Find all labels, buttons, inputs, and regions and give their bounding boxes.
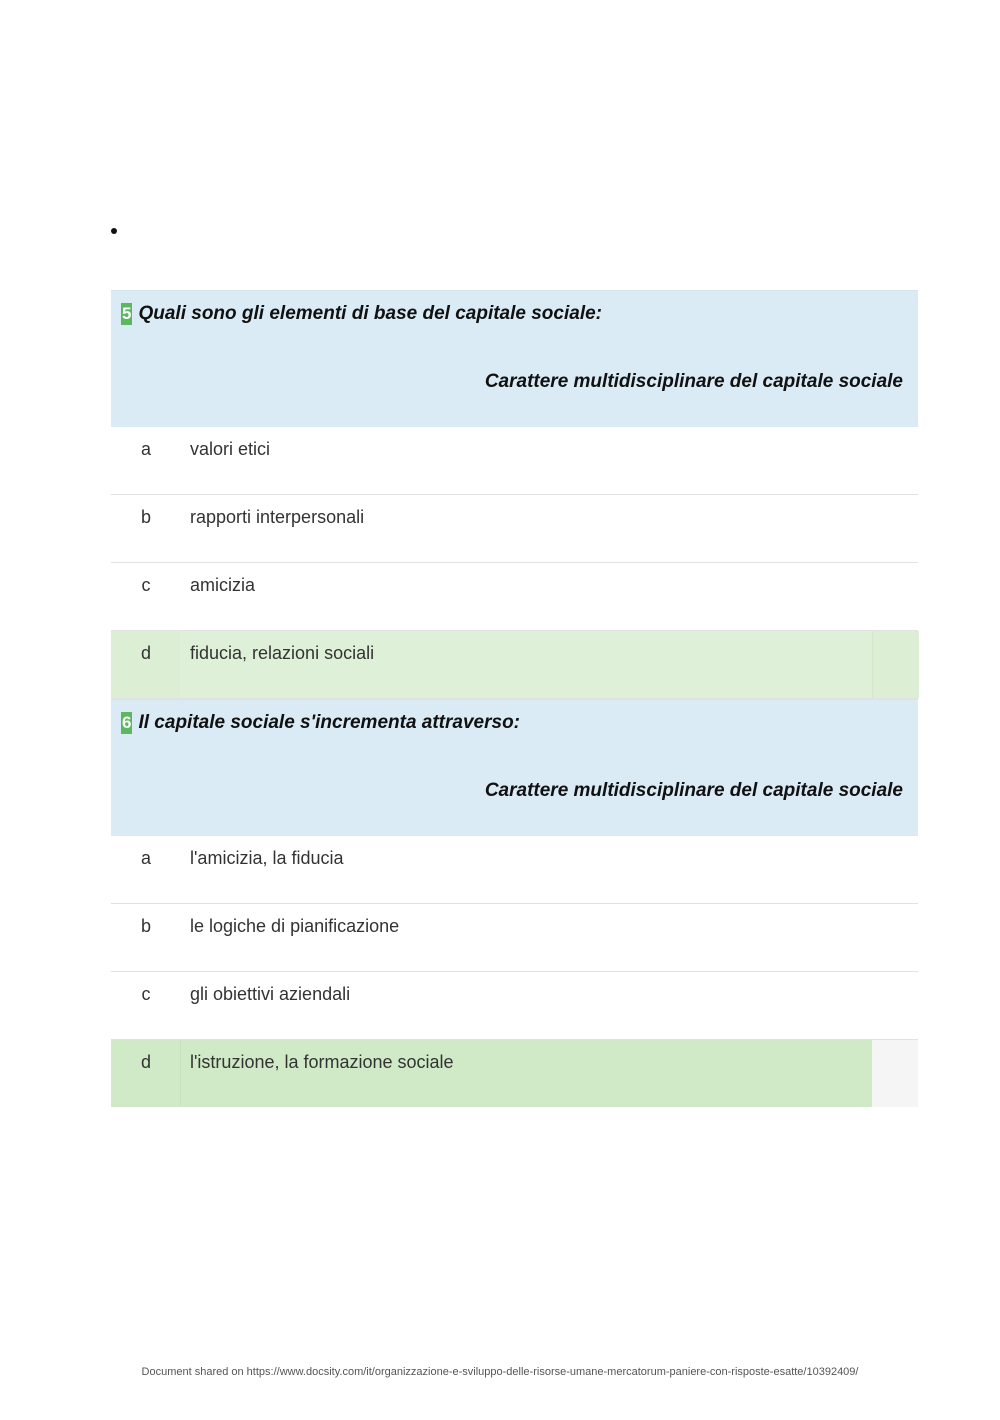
question-text: Il capitale sociale s'incrementa attraverso: bbox=[138, 712, 520, 733]
question-number-badge: 5 bbox=[122, 304, 132, 323]
answer-text-cell bbox=[111, 1040, 872, 1107]
question-title bbox=[121, 303, 602, 325]
answer-row[interactable] bbox=[111, 836, 918, 904]
answer-row[interactable] bbox=[111, 495, 918, 563]
answer-row-correct[interactable] bbox=[111, 1040, 918, 1107]
answer-letter: b bbox=[140, 507, 151, 527]
question-topic: Carattere multidisciplinare del capitale sociale bbox=[484, 780, 903, 801]
answer-letter-cell bbox=[111, 631, 180, 698]
question-topic: Carattere multidisciplinare del capitale sociale bbox=[484, 371, 903, 392]
document-footer: Document shared on https://www.docsity.com/it/organizzazione-e-sviluppo-delle-risorse-umane-mercatorum-paniere-con-risposte-esatte/10392409/ bbox=[141, 1366, 859, 1378]
answer-letter: d bbox=[140, 643, 151, 663]
answer-letter: b bbox=[140, 916, 151, 936]
answer-letter: c bbox=[141, 575, 151, 595]
answer-letter: a bbox=[140, 848, 151, 868]
answer-row[interactable] bbox=[111, 972, 918, 1040]
answer-letter-cell bbox=[111, 1040, 181, 1107]
answer-text: fiducia, relazioni sociali bbox=[190, 643, 375, 663]
answer-text: rapporti interpersonali bbox=[190, 507, 365, 527]
answer-text: amicizia bbox=[190, 575, 256, 595]
question-header bbox=[111, 699, 918, 836]
answer-letter: c bbox=[141, 984, 151, 1004]
answer-row[interactable] bbox=[111, 427, 918, 495]
answer-text: l'amicizia, la fiducia bbox=[190, 848, 344, 868]
question-text: Quali sono gli elementi di base del capitale sociale: bbox=[138, 303, 603, 324]
answer-text: valori etici bbox=[190, 439, 271, 459]
answer-end-cell bbox=[872, 1040, 918, 1107]
answer-end-cell bbox=[872, 631, 919, 698]
answer-row[interactable] bbox=[111, 904, 918, 972]
question-title bbox=[121, 712, 520, 734]
quiz-table bbox=[111, 290, 918, 1107]
answer-text-cell bbox=[180, 631, 872, 698]
list-bullet bbox=[111, 228, 117, 234]
answer-row[interactable] bbox=[111, 563, 918, 631]
answer-text: gli obiettivi aziendali bbox=[190, 984, 351, 1004]
answer-text: l'istruzione, la formazione sociale bbox=[190, 1052, 454, 1072]
question-number-badge: 6 bbox=[122, 713, 132, 732]
answer-text: le logiche di pianificazione bbox=[190, 916, 400, 936]
answer-letter: d bbox=[140, 1052, 151, 1072]
answer-letter: a bbox=[140, 439, 151, 459]
answer-row-correct[interactable] bbox=[111, 631, 918, 699]
question-header bbox=[111, 290, 918, 427]
